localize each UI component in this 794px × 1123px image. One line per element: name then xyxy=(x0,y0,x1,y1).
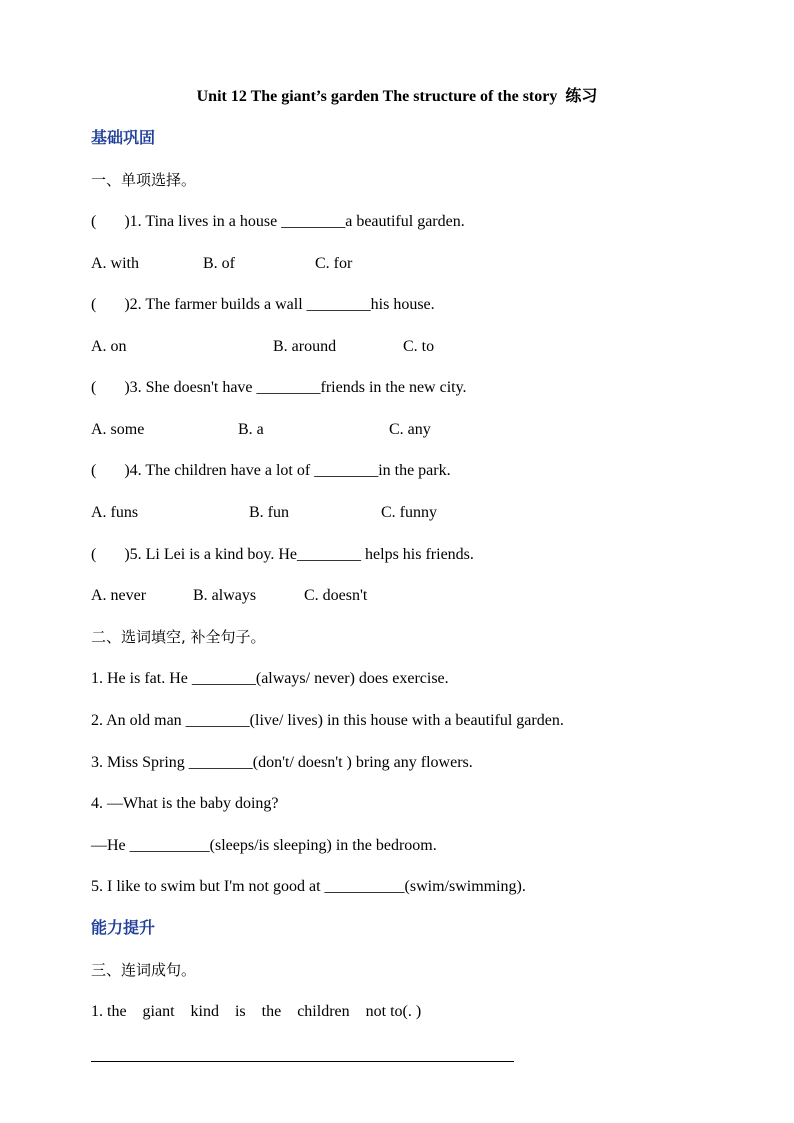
q1-option-c: C. for xyxy=(315,255,353,272)
section-ability: 能力提升 xyxy=(91,918,156,937)
q4-option-c: C. funny xyxy=(381,504,437,521)
q5-option-b: B. always xyxy=(193,587,257,604)
fill-item-3: 3. Miss Spring ________(don't/ doesn't ) bring any flowers. xyxy=(91,754,473,771)
q5-option-c: C. doesn't xyxy=(304,587,368,604)
answer-line xyxy=(91,1061,514,1062)
q2-option-a: A. on xyxy=(91,338,127,355)
question-2: ( )2. The farmer builds a wall ________his house. xyxy=(91,296,435,313)
fill-item-4-question: 4. —What is the baby doing? xyxy=(91,795,279,812)
part2-heading: 二、选词填空, 补全句子。 xyxy=(91,628,266,646)
section-basic: 基础巩固 xyxy=(91,128,156,147)
q5-option-a: A. never xyxy=(91,587,147,604)
q3-option-a: A. some xyxy=(91,421,145,438)
part3-heading: 三、连词成句。 xyxy=(91,961,197,979)
fill-item-2: 2. An old man ________(live/ lives) in this house with a beautiful garden. xyxy=(91,712,564,729)
part1-heading: 一、单项选择。 xyxy=(91,171,197,189)
question-5: ( )5. Li Lei is a kind boy. He________ helps his friends. xyxy=(91,546,474,563)
page-title: Unit 12 The giant’s garden The structure of the story 练习 xyxy=(196,88,598,105)
fill-item-1: 1. He is fat. He ________(always/ never) does exercise. xyxy=(91,670,449,687)
fill-item-4-answer: —He __________(sleeps/is sleeping) in the bedroom. xyxy=(91,837,437,854)
q4-option-b: B. fun xyxy=(249,504,289,521)
q4-option-a: A. funs xyxy=(91,504,139,521)
fill-item-5: 5. I like to swim but I'm not good at __________(swim/swimming). xyxy=(91,878,526,895)
q3-option-c: C. any xyxy=(389,421,431,438)
reorder-item-1: 1. the giant kind is the children not to(. ) xyxy=(91,1003,422,1020)
q3-option-b: B. a xyxy=(238,421,264,438)
q1-option-a: A. with xyxy=(91,255,139,272)
question-3: ( )3. She doesn't have ________friends in the new city. xyxy=(91,379,467,396)
question-1: ( )1. Tina lives in a house ________a beautiful garden. xyxy=(91,213,465,230)
q2-option-b: B. around xyxy=(273,338,337,355)
question-4: ( )4. The children have a lot of ________in the park. xyxy=(91,462,451,479)
q2-option-c: C. to xyxy=(403,338,435,355)
q1-option-b: B. of xyxy=(203,255,235,272)
